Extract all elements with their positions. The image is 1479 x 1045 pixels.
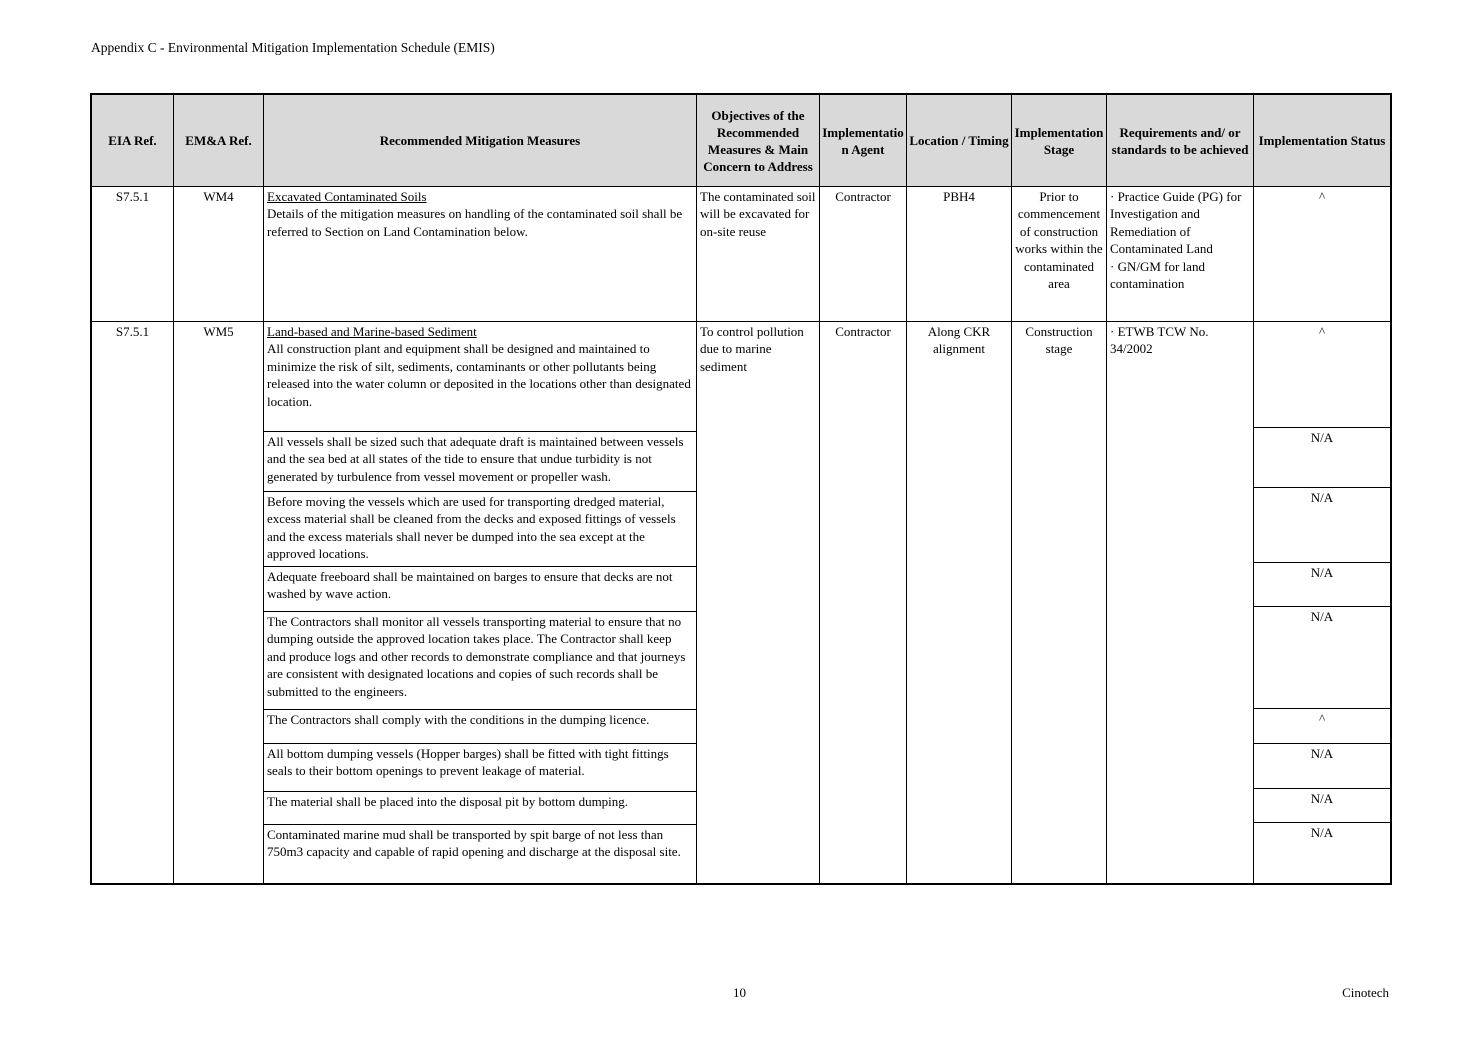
- col-header-label: Requirements and/ or standards to be achieved: [1111, 124, 1249, 157]
- document-header-title: Appendix C - Environmental Mitigation Implementation Schedule (EMIS): [91, 40, 495, 55]
- status-subcell: ^: [1254, 322, 1390, 428]
- measure-subcell: The Contractors shall monitor all vessels transporting material to ensure that no dumping outside the approved location takes place. The Contractor shall keep and produce logs and other records to demonstrate compliance and that journeys are consistent with designated locations and copies of such records shall be submitted to the engineers.: [264, 612, 696, 710]
- row1-objectives: The contaminated soil will be excavated for on-site reuse: [697, 187, 820, 322]
- row2-status: [1254, 322, 1390, 883]
- col-header-label: EIA Ref.: [108, 133, 157, 148]
- status-subcell: N/A: [1254, 563, 1390, 607]
- col-header-label: Location / Timing: [909, 133, 1009, 148]
- col-header-agent: [820, 95, 907, 187]
- col-header-label: Implementation Stage: [1014, 124, 1104, 157]
- page-number: 10: [733, 985, 746, 1000]
- measure-subcell: Before moving the vessels which are used for transporting dredged material, excess material shall be cleaned from the decks and exposed fittings of vessels and the excess materials shall never be dumped into the sea except at the approved locations.: [264, 492, 696, 567]
- col-header-objectives: [697, 95, 820, 187]
- measure-body: All construction plant and equipment shall be designed and maintained to minimize the risk of silt, sediments, contaminants or other pollutants being released into the water column or deposited in the locations other than designated location.: [267, 341, 691, 409]
- row1-ema-ref: WM4: [174, 187, 264, 322]
- measure-subcell: [264, 322, 696, 432]
- row2-eia-ref: S7.5.1: [92, 322, 174, 883]
- requirement-item: · ETWB TCW No. 34/2002: [1110, 324, 1209, 357]
- measure-subcell: Contaminated marine mud shall be transported by spit barge of not less than 750m3 capacity and capable of rapid opening and discharge at the disposal site.: [267, 827, 681, 860]
- status-subcell: N/A: [1254, 488, 1390, 563]
- status-subcell: N/A: [1254, 744, 1390, 789]
- col-header-stage: [1012, 95, 1107, 187]
- row1-eia-ref: S7.5.1: [92, 187, 174, 322]
- row1-requirements: [1107, 187, 1254, 322]
- row1-stage: Prior to commencement of construction works within the contaminated area: [1012, 187, 1107, 322]
- row2-requirements: [1107, 322, 1254, 883]
- status-subcell: N/A: [1254, 789, 1390, 823]
- status-subcell: ^: [1254, 709, 1390, 744]
- row1-status: ^: [1254, 187, 1390, 322]
- requirement-item: · GN/GM for land contamination: [1110, 258, 1205, 292]
- row2-agent: Contractor: [820, 322, 907, 883]
- col-header-eia-ref: [92, 95, 174, 187]
- row1-measures: [264, 187, 697, 322]
- row1-agent: Contractor: [820, 187, 907, 322]
- col-header-requirements: [1107, 95, 1254, 187]
- col-header-status: [1254, 95, 1390, 187]
- measure-title: Land-based and Marine-based Sediment: [267, 324, 477, 339]
- row1-location-timing: PBH4: [907, 187, 1012, 322]
- row2-objectives: To control pollution due to marine sediment: [697, 322, 820, 883]
- measure-subcell: The Contractors shall comply with the conditions in the dumping licence.: [264, 710, 696, 744]
- col-header-label: Implementation Status: [1258, 133, 1386, 148]
- measure-subcell: All bottom dumping vessels (Hopper barges) shall be fitted with tight fittings seals to their bottom openings to prevent leakage of material.: [264, 744, 696, 792]
- footer-company-name: Cinotech: [1342, 985, 1389, 1000]
- col-header-label: Recommended Mitigation Measures: [379, 133, 581, 148]
- emis-table: [90, 93, 1392, 885]
- status-subcell: N/A: [1254, 428, 1390, 488]
- row2-location-timing: Along CKR alignment: [907, 322, 1012, 883]
- measure-title: Excavated Contaminated Soils: [267, 189, 427, 204]
- col-header-measures: [264, 95, 697, 187]
- row2-ema-ref: WM5: [174, 322, 264, 883]
- status-subcell: N/A: [1254, 607, 1390, 709]
- row2-stage: Construction stage: [1012, 322, 1107, 883]
- col-header-label: Objectives of the Recommended Measures & Main Concern to Address: [703, 107, 813, 174]
- measure-subcell: The material shall be placed into the disposal pit by bottom dumping.: [264, 792, 696, 825]
- col-header-location-timing: [907, 95, 1012, 187]
- measure-subcell: All vessels shall be sized such that adequate draft is maintained between vessels and the sea bed at all states of the tide to ensure that undue turbidity is not generated by turbulence from vessel movement or propeller wash.: [264, 432, 696, 492]
- measure-body: Details of the mitigation measures on handling of the contaminated soil shall be referred to Section on Land Contamination below.: [267, 206, 683, 239]
- row2-measures: [264, 322, 697, 883]
- requirement-item: · Practice Guide (PG) for Investigation and Remediation of Contaminated Land: [1110, 189, 1242, 257]
- col-header-label: EM&A Ref.: [185, 133, 252, 148]
- col-header-ema-ref: [174, 95, 264, 187]
- status-subcell: N/A: [1310, 825, 1334, 840]
- col-header-label: Implementation Agent: [822, 124, 904, 157]
- measure-subcell: Adequate freeboard shall be maintained on barges to ensure that decks are not washed by wave action.: [264, 567, 696, 612]
